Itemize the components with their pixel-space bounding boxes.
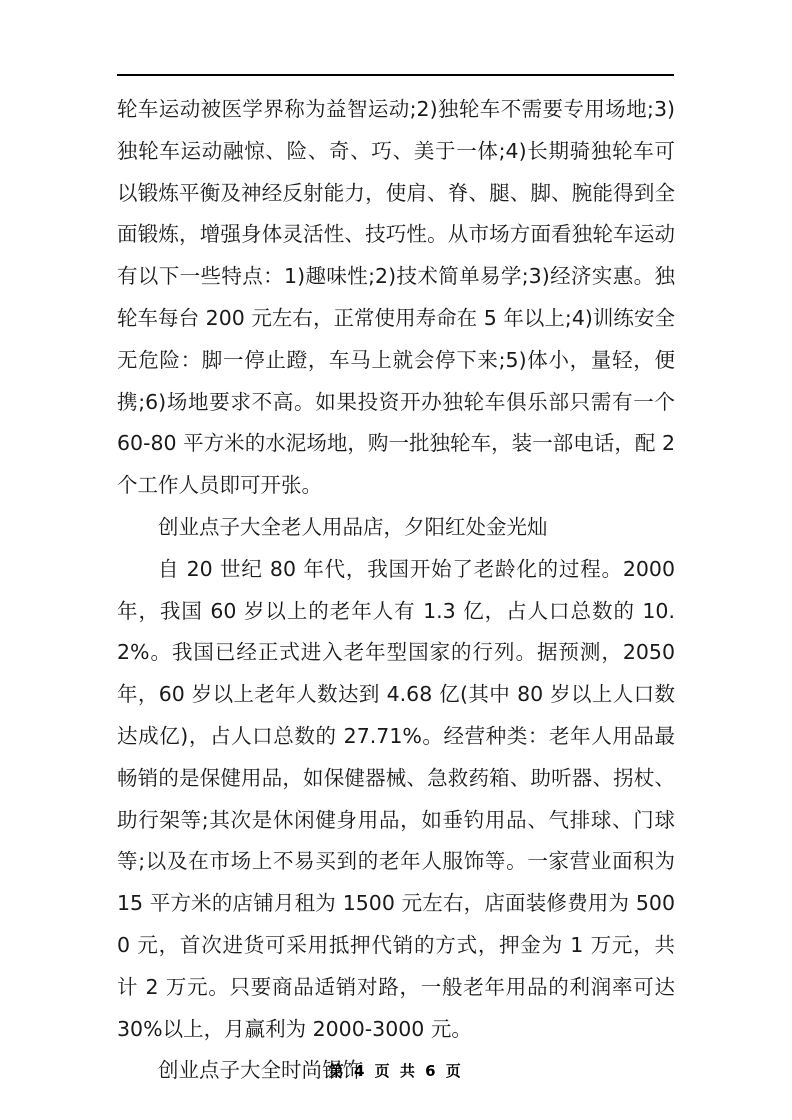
- page-footer: [0, 1060, 792, 1081]
- section-heading-fashion-silver-jewelry: 创业点子大全时尚银饰: [158, 1058, 363, 1083]
- paragraph-elderly-goods-store: 自 20 世纪 80 年代，我国开始了老龄化的过程。2000 年，我国 60 岁以上的老年人有 1.3 亿，占人口总数的 10.2%。我国已经正式进入老年型国家的行列。据预测，2050 年，60 岁以上老年人数达到 4.68 亿(其中 80 岁以上人口数达成亿)，占人口总数的 27.71%。经营种类：老年人用品最畅销的是保健用品，如保健器械、急救药箱、助听器、拐杖、助行架等;其次是休闲健身用品，如垂钓用品、气排球、门球等;以及在市场上不易买到的老年人服饰等。一家营业面积为 15 平方米的店铺月租为 1500 元左右，店面装修费用为 5000 元，首次进货可采用抵押代销的方式，押金为 1 万元，共计 2 万元。只要商品适销对路，一般老年用品的利润率可达 30%以上，月赢利为 2000-3000 元。: [117, 556, 675, 1041]
- section-heading-elderly-goods-store: 创业点子大全老人用品店，夕阳红处金光灿: [158, 514, 548, 539]
- page-number-label: 第 4 页 共 6 页: [328, 1062, 464, 1080]
- header-separator-rule: [117, 74, 674, 76]
- paragraph-continuation: 轮车运动被医学界称为益智运动;2)独轮车不需要专用场地;3)独轮车运动融惊、险、奇、巧、美于一体;4)长期骑独轮车可以锻炼平衡及神经反射能力，使肩、脊、腿、脚、腕能得到全面锻炼，增强身体灵活性、技巧性。从市场方面看独轮车运动有以下一些特点：1)趣味性;2)技术简单易学;3)经济实惠。独轮车每台 200 元左右，正常使用寿命在 5 年以上;4)训练安全无危险：脚一停止蹬，车马上就会停下来;5)体小，量轻，便携;6)场地要求不高。如果投资开办独轮车俱乐部只需有一个 60-80 平方米的水泥场地，购一批独轮车，装一部电话，配 2 个工作人员即可开张。: [117, 97, 675, 498]
- document-body: [117, 89, 675, 1092]
